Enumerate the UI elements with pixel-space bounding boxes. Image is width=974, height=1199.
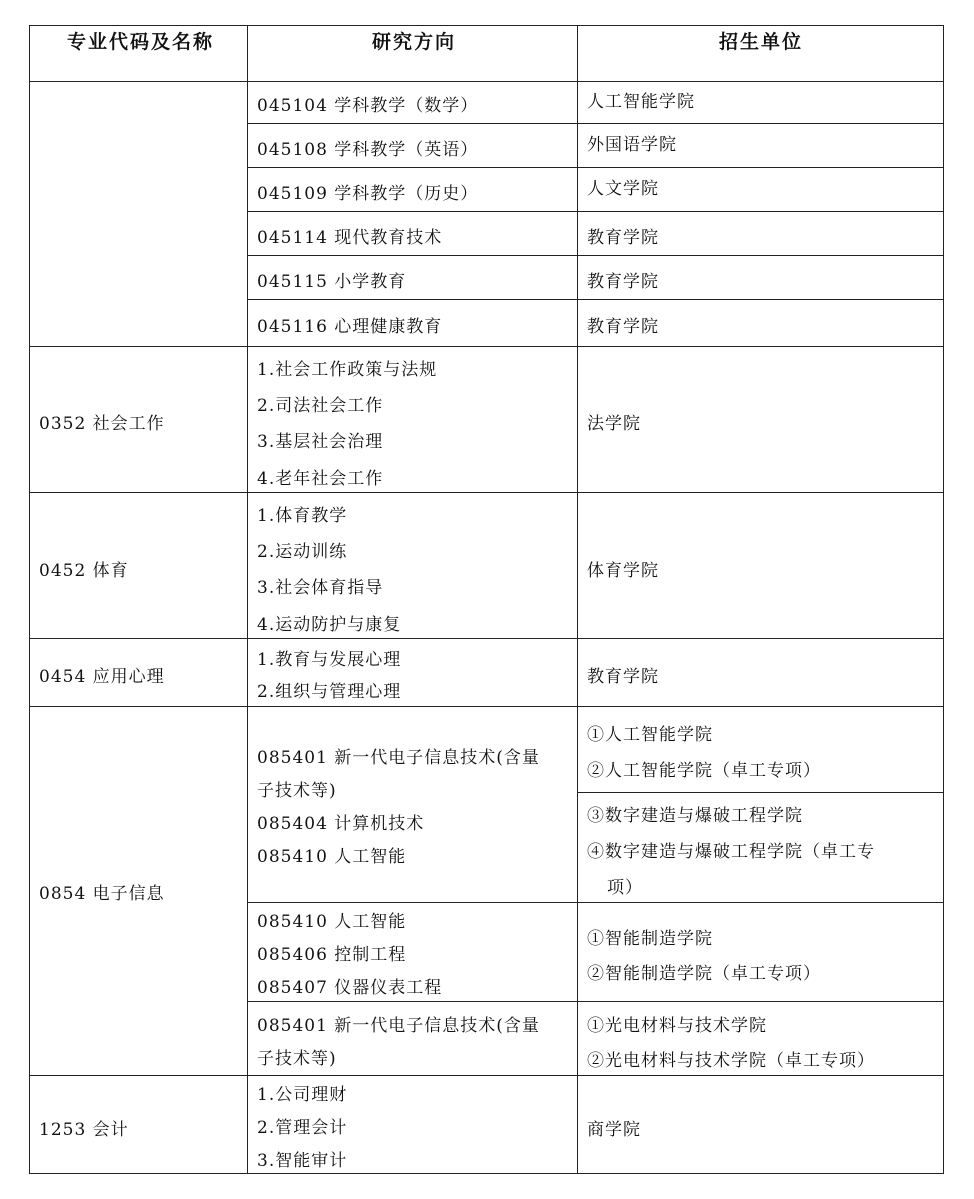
direction-item: 3.基层社会治理: [257, 432, 384, 452]
row-divider: [29, 1075, 944, 1076]
unit-item: 教育学院: [587, 272, 659, 292]
row-divider: [577, 792, 944, 793]
direction-item: 2.司法社会工作: [257, 396, 384, 416]
row-divider: [247, 902, 944, 903]
table-border-bottom: [29, 1173, 944, 1174]
unit-item: ①人工智能学院: [587, 725, 713, 745]
unit-item: 项）: [607, 878, 643, 898]
direction-item: 085404 计算机技术: [257, 814, 425, 834]
unit-item: 外国语学院: [587, 135, 677, 155]
direction-item: 1.社会工作政策与法规: [257, 360, 438, 380]
header-direction: 研究方向: [372, 31, 457, 53]
direction-item: 子技术等): [257, 1049, 337, 1069]
header-major: 专业代码及名称: [67, 31, 215, 53]
row-divider: [247, 255, 944, 256]
direction-item: 045114 现代教育技术: [257, 228, 443, 248]
unit-item: ②智能制造学院（卓工专项）: [587, 964, 821, 984]
major-name: 0452 体育: [39, 561, 129, 581]
direction-item: 子技术等): [257, 781, 337, 801]
major-name: 0352 社会工作: [39, 414, 165, 434]
direction-item: 2.组织与管理心理: [257, 682, 402, 702]
unit-item: ①智能制造学院: [587, 929, 713, 949]
direction-item: 085401 新一代电子信息技术(含量: [257, 1016, 540, 1036]
unit-item: 教育学院: [587, 317, 659, 337]
header-unit: 招生单位: [719, 31, 804, 53]
direction-item: 085410 人工智能: [257, 847, 407, 867]
direction-item: 045109 学科教学（历史）: [257, 184, 479, 204]
unit-item: 商学院: [587, 1120, 641, 1140]
unit-item: 法学院: [587, 414, 641, 434]
unit-item: 体育学院: [587, 561, 659, 581]
row-divider: [247, 167, 944, 168]
table-border-left: [29, 25, 30, 1174]
header-divider: [29, 81, 944, 82]
row-divider: [29, 638, 944, 639]
row-divider: [29, 706, 944, 707]
direction-item: 3.社会体育指导: [257, 578, 384, 598]
major-name: 0854 电子信息: [39, 884, 165, 904]
direction-item: 045104 学科教学（数学）: [257, 96, 479, 116]
direction-item: 4.老年社会工作: [257, 469, 384, 489]
direction-item: 2.管理会计: [257, 1118, 348, 1138]
column-divider: [247, 25, 248, 1174]
unit-item: ③数字建造与爆破工程学院: [587, 806, 803, 826]
direction-item: 1.教育与发展心理: [257, 650, 402, 670]
direction-item: 085406 控制工程: [257, 945, 407, 965]
major-name: 1253 会计: [39, 1120, 129, 1140]
direction-item: 045108 学科教学（英语）: [257, 140, 479, 160]
direction-item: 1.体育教学: [257, 506, 348, 526]
unit-item: ②人工智能学院（卓工专项）: [587, 761, 821, 781]
direction-item: 4.运动防护与康复: [257, 615, 402, 635]
row-divider: [247, 299, 944, 300]
direction-item: 085407 仪器仪表工程: [257, 978, 443, 998]
major-name: 0454 应用心理: [39, 667, 165, 687]
column-divider: [577, 25, 578, 1174]
direction-item: 1.公司理财: [257, 1085, 348, 1105]
unit-item: ①光电材料与技术学院: [587, 1016, 767, 1036]
direction-item: 085410 人工智能: [257, 912, 407, 932]
unit-item: 教育学院: [587, 228, 659, 248]
direction-item: 2.运动训练: [257, 542, 348, 562]
unit-item: 人文学院: [587, 179, 659, 199]
table-border-right: [943, 25, 944, 1174]
unit-item: 人工智能学院: [587, 92, 695, 112]
row-divider: [29, 492, 944, 493]
unit-item: 教育学院: [587, 667, 659, 687]
direction-item: 045115 小学教育: [257, 272, 407, 292]
row-divider: [247, 211, 944, 212]
row-divider: [29, 346, 944, 347]
row-divider: [247, 123, 944, 124]
row-divider: [247, 1001, 944, 1002]
direction-item: 3.智能审计: [257, 1151, 348, 1171]
unit-item: ②光电材料与技术学院（卓工专项）: [587, 1051, 875, 1071]
direction-item: 045116 心理健康教育: [257, 317, 443, 337]
direction-item: 085401 新一代电子信息技术(含量: [257, 748, 540, 768]
unit-item: ④数字建造与爆破工程学院（卓工专: [587, 842, 875, 862]
table-border-top: [29, 25, 944, 26]
